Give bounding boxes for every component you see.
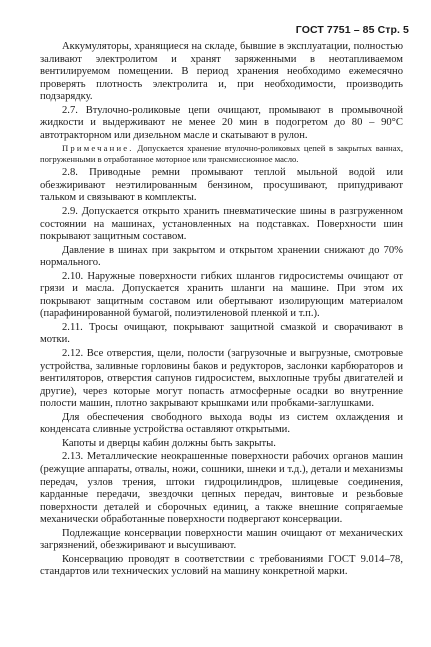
page-number: Стр. 5 [377,24,409,36]
paragraph-2-12: 2.12. Все отверстия, щели, полости (загрузочные и выгрузные, смотровые устройства, заливные горловины баков и редукторов, заслонки карбюраторов и вентиляторов, отверстия сапунов гидросистем, выхлопные трубы двигателей и другие), через которые могут попасть атмосферные осадки во внутренние полости машин, плотно закрывают крышками или пробками-заглушками. [40,348,403,410]
paragraph-conservation: Консервацию проводят в соответствии с требованиями ГОСТ 9.014–78, стандартов или технических условий на машину конкретной марки. [40,553,403,578]
paragraph-2-11: 2.11. Тросы очищают, покрывают защитной смазкой и сворачивают в мотки. [40,321,403,346]
document-body [40,41,403,580]
paragraph-2-10: 2.10. Наружные поверхности гибких шлангов гидросистемы очищают от грязи и масла. Допускается хранить шланги на машине. При этом их покрывают защитным составом или обертывают изолирующим материалом (парафинированной бумагой, полиэтиленовой пленкой и т.п.). [40,270,403,320]
paragraph-hoods: Капоты и дверцы кабин должны быть закрыты. [62,437,276,449]
paragraph-2-7: 2.7. Втулочно-роликовые цепи очищают, промывают в промывочной жидкости и выдерживают не менее 20 мин в подогретом до 80 – 90°С автотракторном или дизельном масле и скатывают в рулон. [40,104,403,141]
standard-number: ГОСТ 7751 – 85 [295,24,375,36]
paragraph-drainage: Для обеспечения свободного выхода воды из систем охлаждения и конденсата сливные устройства оставляют открытыми. [40,411,403,436]
paragraph-2-9: 2.9. Допускается открыто хранить пневматические шины в разгруженном состоянии на машинах, установленных на подставках. Поверхности шин покрывают защитным составом. [40,206,403,243]
paragraph-tire-pressure: Давление в шинах при закрытом и открытом хранении снижают до 70% нормального. [40,244,403,269]
paragraph-batteries: Аккумуляторы, хранящиеся на складе, бывшие в эксплуатации, полностью заливают электролитом и хранят заряженными в неотапливаемом вентилируемом помещении. В период хранения необходимо ежемесячно проверять плотность электролита и, при необходимости, производить подзарядку. [40,41,403,103]
page-header [296,24,409,36]
note [40,143,403,165]
note-label: Примечание. [62,143,134,154]
paragraph-2-8: 2.8. Приводные ремни промывают теплой мыльной водой или обезжиривают неэтилированным бензином, просушивают, припудривают тальком и связывают в комплекты. [40,167,403,204]
paragraph-2-13: 2.13. Металлические неокрашенные поверхности рабочих органов машин (режущие аппараты, отвалы, ножи, сошники, шнеки и т.д.), детали и механизмы передач, узлов трения, штоки гидроцилиндров, шлицевые соединения, карданные передачи, звездочки цепных передач, винтовые и резьбовые поверхности деталей и сборочных единиц, а также внешние сопрягаемые механически обработанные поверхности подвергают консервации. [40,451,403,526]
paragraph-cleaning: Подлежащие консервации поверхности машин очищают от механических загрязнений, обезжиривают и высушивают. [40,527,403,552]
note-text: Допускается хранение втулочно-роликовых цепей в закрытых ваннах, погруженными в отработанное моторное или трансмиссионное масло. [40,143,403,165]
